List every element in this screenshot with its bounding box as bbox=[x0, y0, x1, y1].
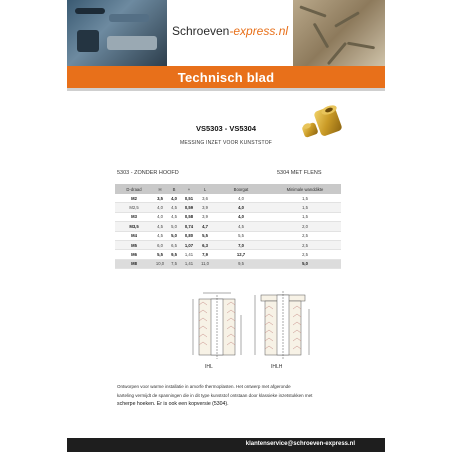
cell: 2,5 bbox=[269, 250, 341, 259]
cell: 1,5 bbox=[269, 203, 341, 212]
cell: 1,41 bbox=[181, 250, 197, 259]
cell: M2 bbox=[115, 194, 153, 203]
table-row bbox=[115, 240, 341, 249]
header-min-wall: Minimale wanddikte bbox=[269, 184, 341, 194]
cell: M6 bbox=[115, 250, 153, 259]
cell: 2,5 bbox=[269, 231, 341, 240]
footer-email[interactable]: klantenservice@schroeven-express.nl bbox=[245, 441, 355, 447]
table-row bbox=[115, 222, 341, 231]
drawing-ihlh bbox=[255, 291, 309, 359]
cell: 3,9 bbox=[197, 212, 213, 221]
header-thread: D-draad bbox=[115, 184, 153, 194]
cell: 5,0 bbox=[167, 231, 181, 240]
table-row bbox=[115, 231, 341, 240]
header-banner bbox=[67, 0, 385, 66]
header-b: B bbox=[167, 184, 181, 194]
table-row bbox=[115, 212, 341, 221]
table-row bbox=[115, 259, 341, 268]
product-subtitle: MESSING INZET VOOR KUNSTSTOF bbox=[179, 140, 273, 146]
cell: 4,5 bbox=[213, 222, 269, 231]
brand-logo bbox=[167, 10, 293, 52]
page-title: Technisch blad bbox=[177, 69, 275, 85]
cell: 6,3 bbox=[197, 240, 213, 249]
cell: M4 bbox=[115, 231, 153, 240]
description-line-3: scherpe hoeken. Er is ook een kopversie (5304). bbox=[117, 401, 229, 407]
cell: 1,07 bbox=[181, 240, 197, 249]
title-bar bbox=[67, 66, 385, 88]
cell: 5,5 bbox=[213, 231, 269, 240]
cell: 1,5 bbox=[269, 212, 341, 221]
cell: 1,41 bbox=[181, 259, 197, 268]
technical-drawings bbox=[185, 285, 315, 371]
cell: 10,0 bbox=[153, 259, 167, 268]
header-l: L bbox=[197, 184, 213, 194]
cell: 5,5 bbox=[197, 231, 213, 240]
table-row bbox=[115, 250, 341, 259]
cell: M2,5 bbox=[115, 203, 153, 212]
cell: 4,0 bbox=[213, 203, 269, 212]
cell: M3 bbox=[115, 212, 153, 221]
cell: 7,5 bbox=[167, 259, 181, 268]
drawing-label-ihlh: IHLH bbox=[271, 364, 283, 370]
cell: 0,59 bbox=[181, 203, 197, 212]
cell: 1,5 bbox=[269, 194, 341, 203]
table-row bbox=[115, 203, 341, 212]
cell: 0,51 bbox=[181, 194, 197, 203]
cell: 4,0 bbox=[167, 194, 181, 203]
cell: 3,9 bbox=[197, 203, 213, 212]
header-pitch: + bbox=[181, 184, 197, 194]
cell: 4,0 bbox=[153, 203, 167, 212]
header-h: H bbox=[153, 184, 167, 194]
cell: 4,7 bbox=[197, 222, 213, 231]
drawing-label-ihl: IHL bbox=[205, 364, 213, 370]
cell: 5,0 bbox=[269, 259, 341, 268]
label-without-head: 5303 - ZONDER HOOFD bbox=[117, 170, 179, 176]
cell: 4,0 bbox=[213, 194, 269, 203]
brand-name: Schroeven bbox=[171, 24, 230, 38]
cell: 7,0 bbox=[213, 240, 269, 249]
cell: 12,7 bbox=[213, 250, 269, 259]
tools-photo bbox=[67, 0, 167, 66]
cell: 4,0 bbox=[213, 212, 269, 221]
screws-photo bbox=[293, 0, 385, 66]
cell: M5 bbox=[115, 240, 153, 249]
cell: 3,6 bbox=[197, 194, 213, 203]
cell: 0,74 bbox=[181, 222, 197, 231]
cell: 4,5 bbox=[167, 212, 181, 221]
cell: 6,5 bbox=[167, 240, 181, 249]
footer-bar bbox=[67, 438, 385, 452]
cell: 7,9 bbox=[197, 250, 213, 259]
cell: 11,0 bbox=[197, 259, 213, 268]
header-drill-hole: Boorgat bbox=[213, 184, 269, 194]
label-with-flange: 5304 MET FLENS bbox=[277, 170, 322, 176]
cell: 0,80 bbox=[181, 231, 197, 240]
product-code: VS5303 - VS5304 bbox=[195, 124, 257, 133]
cell: 5,5 bbox=[153, 250, 167, 259]
cell: 9,5 bbox=[213, 259, 269, 268]
cell: M8 bbox=[115, 259, 153, 268]
brass-insert-image bbox=[299, 104, 349, 142]
document-page bbox=[67, 0, 385, 452]
table-row bbox=[115, 194, 341, 203]
cell: 3,5 bbox=[153, 194, 167, 203]
cell: 4,5 bbox=[167, 203, 181, 212]
table-header-row bbox=[115, 184, 341, 194]
cell: M3,5 bbox=[115, 222, 153, 231]
product-description bbox=[117, 382, 357, 409]
description-line-1: Ontworpen voor warme installatie in amorfe thermoplasten. Het ontwerp met afgeronde bbox=[117, 384, 291, 389]
drawing-ihl bbox=[193, 293, 241, 359]
title-divider bbox=[67, 88, 385, 91]
cell: 4,5 bbox=[153, 222, 167, 231]
cell: 0,58 bbox=[181, 212, 197, 221]
cell: 4,0 bbox=[153, 212, 167, 221]
cell: 2,0 bbox=[269, 222, 341, 231]
cell: 9,5 bbox=[167, 250, 181, 259]
cell: 6,0 bbox=[153, 240, 167, 249]
spec-table bbox=[115, 184, 341, 269]
cell: 4,5 bbox=[153, 231, 167, 240]
brand-suffix: -express.nl bbox=[229, 24, 289, 38]
cell: 2,5 bbox=[269, 240, 341, 249]
cell: 5,0 bbox=[167, 222, 181, 231]
description-line-2: karteling vermijdt de spanningen die in dit type kunststof ontstaan door klassieke inzetstukken met bbox=[117, 393, 313, 398]
